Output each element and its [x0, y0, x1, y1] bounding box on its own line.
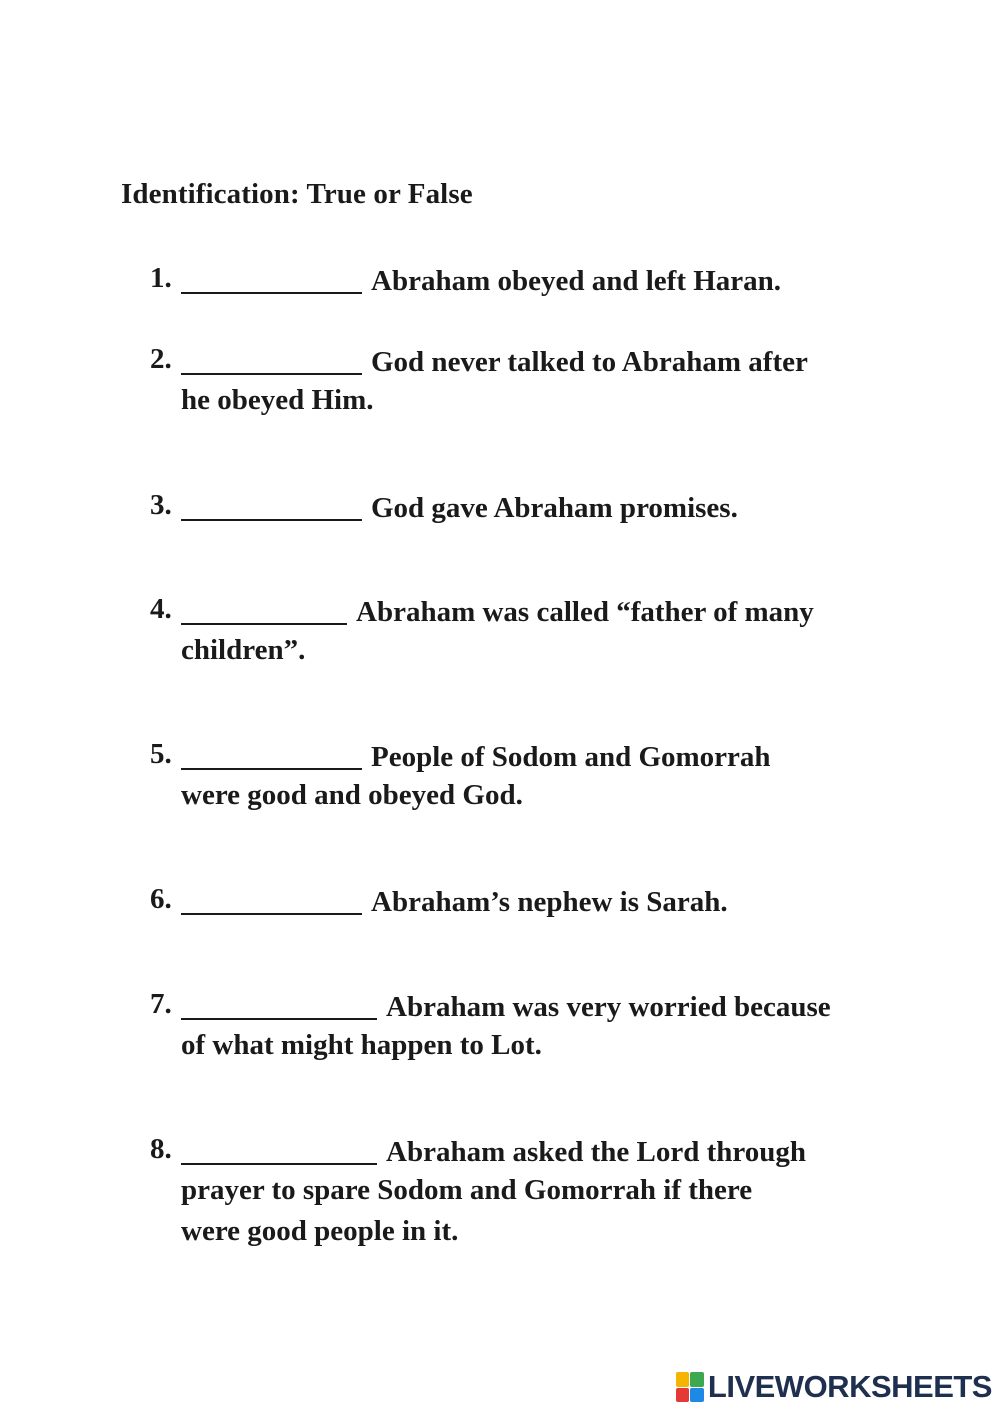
question-text: God never talked to Abraham after [371, 346, 808, 378]
answer-blank-4[interactable] [181, 593, 347, 625]
question-text-continued: were good and obeyed God. [181, 779, 523, 811]
question-number: 4. [150, 593, 172, 625]
answer-blank-1[interactable] [181, 262, 362, 294]
question-number: 8. [150, 1133, 172, 1165]
liveworksheets-logo[interactable] [676, 1367, 992, 1407]
question-text: Abraham obeyed and left Haran. [371, 265, 782, 297]
question-text-continued: he obeyed Him. [181, 384, 374, 416]
answer-blank-2[interactable] [181, 343, 362, 375]
logo-mark-square [690, 1388, 704, 1403]
question-number: 1. [150, 262, 172, 294]
answer-blank-7[interactable] [181, 988, 377, 1020]
question-number: 7. [150, 988, 172, 1020]
question-number: 2. [150, 343, 172, 375]
question-text: God gave Abraham promises. [371, 492, 738, 524]
logo-mark-square [676, 1372, 690, 1387]
logo-mark-square [676, 1388, 690, 1403]
question-text-continued: of what might happen to Lot. [181, 1029, 542, 1061]
logo-mark-square [690, 1372, 704, 1387]
worksheet-title: Identification: True or False [121, 178, 473, 210]
answer-blank-8[interactable] [181, 1133, 377, 1165]
logo-text: LIVEWORKSHEETS [707, 1369, 992, 1404]
question-number: 6. [150, 883, 172, 915]
question-text-continued: children”. [181, 634, 306, 666]
question-text: Abraham asked the Lord through [386, 1136, 807, 1168]
question-text: People of Sodom and Gomorrah [371, 741, 771, 773]
answer-blank-5[interactable] [181, 738, 362, 770]
question-number: 5. [150, 738, 172, 770]
question-text-continued: prayer to spare Sodom and Gomorrah if there [181, 1174, 753, 1206]
question-text: Abraham’s nephew is Sarah. [371, 886, 728, 918]
question-number: 3. [150, 489, 172, 521]
logo-mark-icon [676, 1372, 704, 1402]
answer-blank-3[interactable] [181, 489, 362, 521]
question-text: Abraham was called “father of many [356, 596, 814, 628]
question-text-continued: were good people in it. [181, 1215, 459, 1247]
answer-blank-6[interactable] [181, 883, 362, 915]
question-text: Abraham was very worried because [386, 991, 831, 1023]
